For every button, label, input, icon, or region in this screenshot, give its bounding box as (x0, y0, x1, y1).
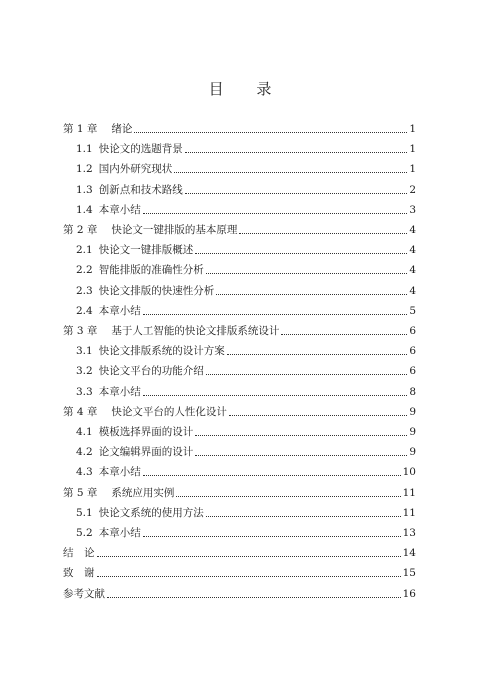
toc-entry[interactable] (63, 399, 416, 419)
dot-leader (216, 294, 407, 295)
toc-entry-number: 2.3 (76, 284, 93, 297)
dot-leader (174, 172, 407, 173)
toc-entry-page: 6 (409, 325, 416, 337)
toc-entry-title: 绪论 (111, 123, 133, 135)
toc-entry-title: 快论文系统的使用方法 (98, 506, 204, 519)
dot-leader (229, 415, 407, 416)
toc-entry-page: 9 (409, 405, 416, 418)
toc-entry-page: 11 (402, 486, 416, 499)
dot-leader (143, 213, 408, 214)
toc-entry[interactable] (63, 116, 416, 136)
toc-entry[interactable] (63, 318, 416, 338)
toc-entry[interactable] (76, 177, 416, 197)
toc-entry-page: 6 (409, 345, 416, 358)
toc-entry[interactable] (76, 136, 416, 156)
toc-entry-number: 3.1 (76, 345, 93, 358)
toc-entry-page: 14 (402, 547, 416, 560)
dot-leader (206, 374, 408, 375)
toc-entry[interactable] (76, 520, 416, 540)
toc-entry-page: 8 (409, 385, 416, 398)
toc-entry-page: 16 (402, 587, 416, 600)
toc-entry-page: 9 (409, 446, 416, 459)
toc-entry-number: 第 4 章 (63, 405, 98, 418)
toc-entry[interactable] (76, 278, 416, 298)
toc-entry[interactable] (76, 298, 416, 318)
toc-entry[interactable] (63, 581, 416, 601)
toc-entry-page: 5 (409, 304, 416, 317)
toc-entry-page: 3 (409, 203, 416, 216)
toc-entry-title: 快论文的选题背景 (98, 143, 183, 156)
toc-entry-title: 快论文平台的人性化设计 (111, 405, 227, 418)
toc-entry[interactable] (76, 439, 416, 459)
dot-leader (143, 475, 401, 476)
toc-entry[interactable] (63, 217, 416, 237)
dot-leader (143, 314, 408, 315)
dot-leader (206, 273, 408, 274)
toc-entry-page: 1 (409, 163, 416, 176)
dot-leader (195, 455, 407, 456)
toc-entry[interactable] (63, 540, 416, 560)
dot-leader (97, 576, 401, 577)
dot-leader (143, 536, 401, 537)
toc-entry[interactable] (63, 480, 416, 500)
dot-leader (97, 556, 401, 557)
toc-entry-page: 2 (409, 183, 416, 196)
toc-entry[interactable] (76, 358, 416, 378)
toc-entry-number: 2.4 (76, 304, 93, 317)
toc-entry-title: 基于人工智能的快论文排版系统设计 (111, 325, 280, 337)
toc-entry[interactable] (76, 197, 416, 217)
toc-entry-number: 3.3 (76, 385, 93, 398)
toc-entry-title: 本章小结 (98, 385, 141, 398)
dot-leader (107, 597, 401, 598)
toc-entry[interactable] (63, 560, 416, 580)
dot-leader (227, 354, 408, 355)
toc-entry-page: 13 (402, 527, 416, 539)
toc-entry-title: 快论文平台的功能介绍 (98, 365, 204, 378)
toc-entry-number: 1.4 (76, 203, 93, 216)
toc-entry-number: 5.2 (76, 527, 93, 539)
toc-entry[interactable] (76, 338, 416, 358)
toc-entry-number: 第 5 章 (63, 486, 98, 499)
toc-entry-page: 1 (409, 143, 416, 156)
toc-entry-title: 快论文排版系统的设计方案 (98, 345, 225, 358)
toc-entry-number: 2.1 (76, 244, 93, 257)
toc-entry-number: 4.1 (76, 426, 93, 438)
toc-entry[interactable] (76, 459, 416, 479)
toc-entry-title: 结 论 (63, 547, 95, 560)
dot-leader (176, 496, 400, 497)
toc-entry-title: 本章小结 (98, 466, 141, 479)
toc-entry-page: 15 (402, 567, 416, 580)
dot-leader (239, 233, 407, 234)
toc-entry[interactable] (76, 156, 416, 176)
dot-leader (195, 435, 407, 436)
toc-entry-title: 致 谢 (63, 567, 95, 580)
toc-entry-title: 快论文一键排版概述 (98, 244, 194, 257)
toc-entry-number: 1.1 (76, 143, 93, 156)
dot-leader (143, 395, 408, 396)
dot-leader (134, 132, 407, 133)
toc-entry[interactable] (76, 237, 416, 257)
toc-entry-page: 10 (402, 466, 416, 479)
toc-entry-page: 4 (409, 284, 416, 297)
toc-entry-number: 1.3 (76, 183, 93, 196)
toc-title: 目 录 (208, 80, 286, 98)
toc-entry-title: 系统应用实例 (111, 486, 175, 499)
toc-entry-page: 9 (409, 426, 416, 438)
dot-leader (206, 516, 401, 517)
toc-entry-title: 国内外研究现状 (98, 163, 173, 176)
toc-entry[interactable] (76, 500, 416, 520)
dot-leader (185, 193, 408, 194)
toc-entry-title: 论文编辑界面的设计 (98, 446, 194, 459)
toc-entry-number: 4.3 (76, 466, 93, 479)
toc-entry[interactable] (76, 257, 416, 277)
toc-entry[interactable] (76, 379, 416, 399)
toc-entry-title: 快论文一键排版的基本原理 (111, 224, 238, 236)
toc-entry-page: 6 (409, 365, 416, 378)
toc-entry-title: 参考文献 (63, 587, 105, 600)
toc-entry-number: 3.2 (76, 365, 93, 378)
toc-entry-page: 11 (402, 506, 416, 519)
toc-entry-page: 4 (409, 264, 416, 277)
toc-entry-number: 5.1 (76, 506, 93, 519)
toc-entry-number: 第 2 章 (63, 224, 98, 236)
toc-entry-number: 第 3 章 (63, 325, 98, 337)
dot-leader (185, 152, 408, 153)
toc-entry-number: 4.2 (76, 446, 93, 459)
toc-entry-page: 4 (409, 224, 416, 236)
toc-entry-title: 创新点和技术路线 (98, 183, 183, 196)
toc-entry-number: 第 1 章 (63, 123, 98, 135)
toc-entry-title: 快论文排版的快速性分析 (98, 284, 215, 297)
toc-entry-page: 4 (409, 244, 416, 257)
toc-entry-title: 本章小结 (98, 304, 141, 317)
toc-entry-title: 智能排版的准确性分析 (98, 264, 204, 277)
toc-entry[interactable] (76, 419, 416, 439)
dot-leader (281, 334, 407, 335)
toc-entry-page: 1 (409, 123, 416, 135)
toc-entry-title: 模板选择界面的设计 (98, 426, 194, 438)
dot-leader (195, 253, 407, 254)
toc-entry-number: 1.2 (76, 163, 93, 176)
toc-entry-title: 本章小结 (98, 203, 141, 216)
toc-entry-title: 本章小结 (98, 527, 141, 539)
toc-entry-number: 2.2 (76, 264, 93, 277)
